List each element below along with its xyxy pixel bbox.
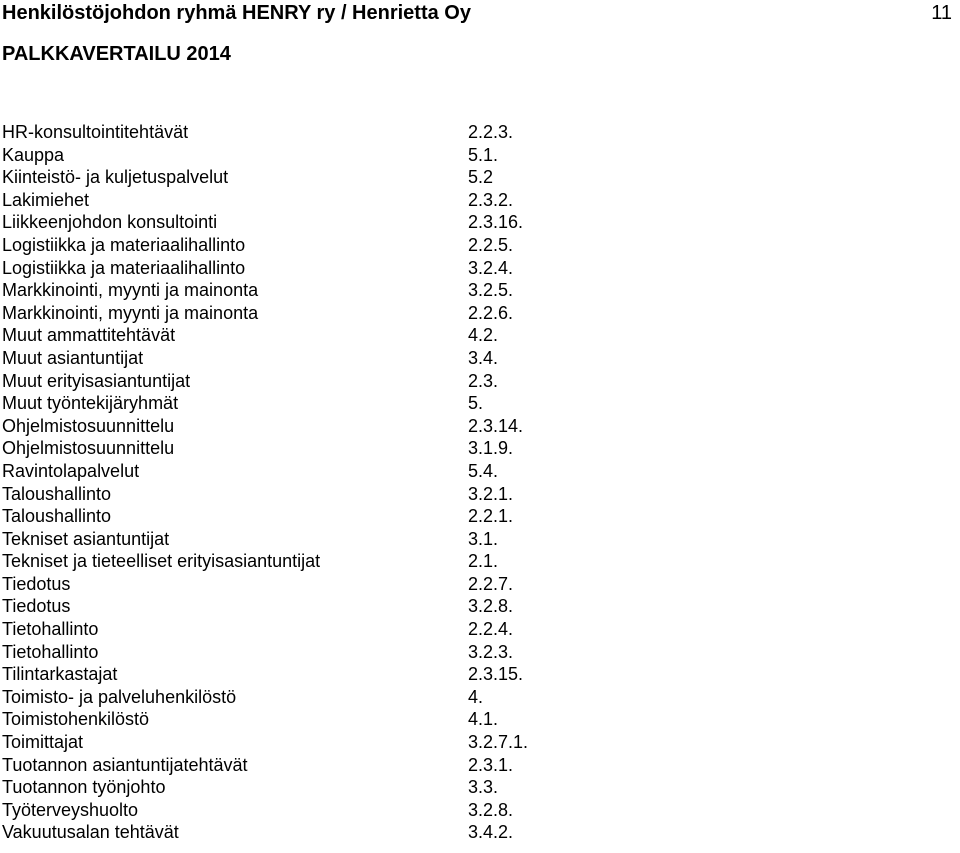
section-reference: 2.2.7. [468,573,514,594]
category-name: Taloushallinto [2,483,112,504]
list-item [2,595,702,618]
category-name: Ohjelmistosuunnittelu [2,415,175,436]
category-name: Tietohallinto [2,641,99,662]
section-reference: 3.4.2. [468,822,514,843]
document-title: PALKKAVERTAILU 2014 [2,43,231,65]
section-reference: 3.3. [468,777,499,798]
section-reference: 3.2.1. [468,483,514,504]
section-reference: 2.2.1. [468,506,514,527]
category-name: Muut asiantuntijat [2,347,144,368]
list-item [2,483,702,506]
category-name: Muut työntekijäryhmät [2,393,179,414]
section-reference: 3.2.3. [468,641,514,662]
category-name: Toimistohenkilöstö [2,709,150,730]
section-reference: 3.1. [468,528,499,549]
section-reference: 3.2.7.1. [468,732,529,753]
section-reference: 2.3.16. [468,212,524,233]
list-item [2,731,702,754]
category-name: Markkinointi, myynti ja mainonta [2,302,259,323]
category-name: Kauppa [2,144,65,165]
list-item [2,460,702,483]
category-name: Vakuutusalan tehtävät [2,822,179,843]
list-item [2,257,702,280]
section-reference: 3.2.4. [468,257,514,278]
list-item [2,505,702,528]
list-item [2,392,702,415]
list-item [2,279,702,302]
list-item [2,528,702,551]
list-item [2,799,702,822]
job-category-list [2,121,702,844]
category-name: Muut erityisasiantuntijat [2,370,191,391]
category-name: Taloushallinto [2,506,112,527]
list-item [2,166,702,189]
category-name: Toimisto- ja palveluhenkilöstö [2,686,237,707]
list-item [2,663,702,686]
list-item [2,708,702,731]
category-name: Ravintolapalvelut [2,460,140,481]
section-reference: 5. [468,393,484,414]
section-reference: 2.3.15. [468,664,524,685]
section-reference: 2.3.2. [468,189,514,210]
category-name: Muut ammattitehtävät [2,325,176,346]
category-name: Logistiikka ja materiaalihallinto [2,234,246,255]
page-header [2,0,952,26]
list-item [2,415,702,438]
category-name: Työterveyshuolto [2,799,139,820]
page-number: 11 [931,2,952,24]
list-item [2,324,702,347]
section-reference: 2.2.4. [468,619,514,640]
list-item [2,821,702,844]
section-reference: 5.4. [468,460,499,481]
category-name: Tekniset ja tieteelliset erityisasiantuntijat [2,551,321,572]
category-name: Tilintarkastajat [2,664,118,685]
list-item [2,347,702,370]
category-name: Tuotannon asiantuntijatehtävät [2,754,248,775]
section-reference: 2.2.3. [468,122,514,142]
category-name: HR-konsultointitehtävät [2,122,189,142]
section-reference: 3.1.9. [468,438,514,459]
list-item [2,302,702,325]
list-item [2,550,702,573]
list-item [2,776,702,799]
list-item [2,370,702,393]
section-reference: 2.1. [468,551,499,572]
section-reference: 2.2.6. [468,302,514,323]
list-item [2,234,702,257]
category-name: Tekniset asiantuntijat [2,528,170,549]
category-name: Tiedotus [2,596,71,617]
section-reference: 3.2.5. [468,280,514,301]
section-reference: 3.2.8. [468,596,514,617]
list-item [2,618,702,641]
list-item [2,573,702,596]
category-name: Tuotannon työnjohto [2,777,166,798]
category-name: Ohjelmistosuunnittelu [2,438,175,459]
list-item [2,437,702,460]
list-item [2,121,702,144]
section-reference: 4.2. [468,325,499,346]
category-name: Logistiikka ja materiaalihallinto [2,257,246,278]
category-name: Tiedotus [2,573,71,594]
list-item [2,144,702,167]
list-item [2,189,702,212]
list-item [2,641,702,664]
section-reference: 3.2.8. [468,799,514,820]
list-item [2,754,702,777]
list-item [2,211,702,234]
category-name: Tietohallinto [2,619,99,640]
section-reference: 5.1. [468,144,499,165]
organization-name: Henkilöstöjohdon ryhmä HENRY ry / Henrietta Oy [2,2,471,24]
category-name: Lakimiehet [2,189,90,210]
section-reference: 2.3.1. [468,754,514,775]
section-reference: 2.3. [468,370,499,391]
section-reference: 5.2 [468,167,494,188]
category-name: Liikkeenjohdon konsultointi [2,212,218,233]
category-name: Markkinointi, myynti ja mainonta [2,280,259,301]
category-name: Toimittajat [2,732,84,753]
list-item [2,686,702,709]
section-reference: 3.4. [468,347,499,368]
section-reference: 2.2.5. [468,234,514,255]
section-reference: 2.3.14. [468,415,524,436]
section-reference: 4. [468,686,484,707]
category-name: Kiinteistö- ja kuljetuspalvelut [2,167,229,188]
section-reference: 4.1. [468,709,499,730]
